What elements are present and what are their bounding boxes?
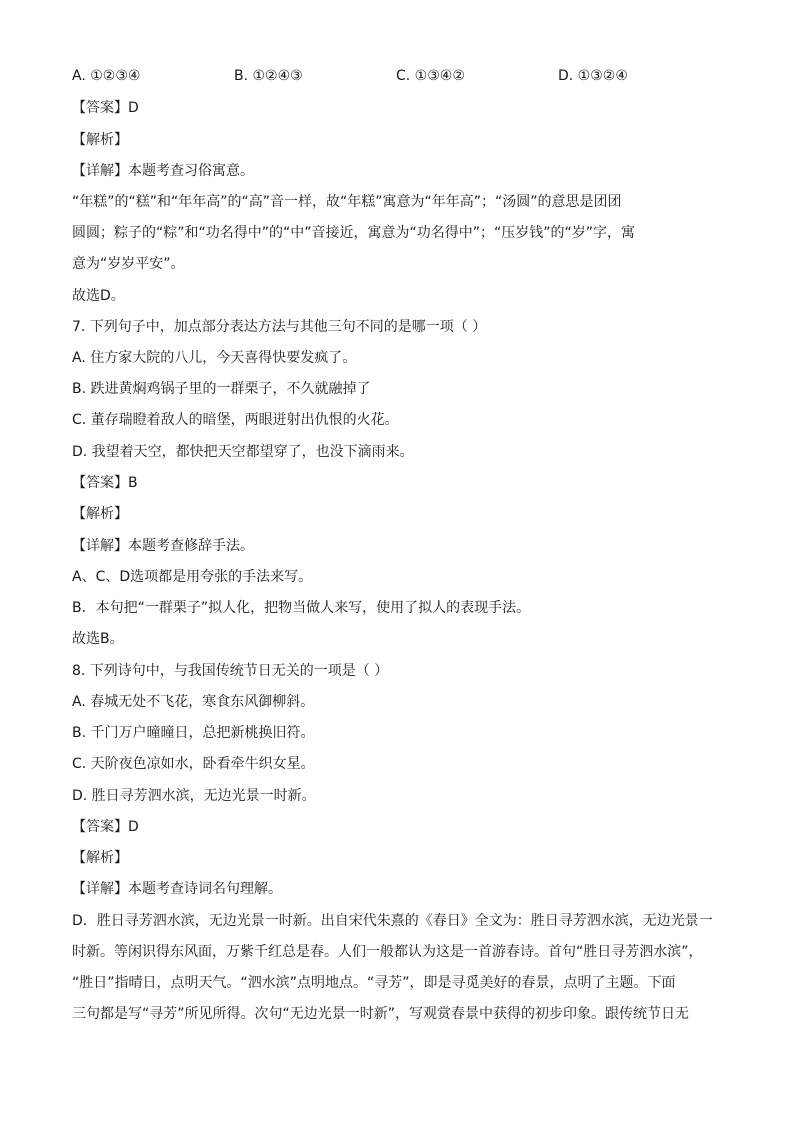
q7-option-b: B. 跌进黄焖鸡锅子里的一群栗子，不久就融掉了	[72, 381, 371, 397]
q7-answer: 【答案】B	[72, 475, 138, 491]
q8-option-b: B. 千门万户曈曈日，总把新桃换旧符。	[72, 725, 315, 741]
q7-option-d: D. 我望着天空，都快把天空都望穿了，也没下滴雨来。	[72, 444, 414, 460]
q7-conclusion: 故选B。	[72, 631, 124, 647]
q8-answer: 【答案】D	[72, 819, 139, 835]
q6-explanation-line: “年糕”的“糕”和“年年高”的“高”音一样，故“年糕”寓意为“年年高”；“汤圆”的意思是团团	[72, 194, 622, 210]
q8-option-a: A. 春城无处不飞花，寒食东风御柳斜。	[72, 694, 315, 710]
q6-explanation-line: 圆圆；粽子的“粽”和“功名得中”的“中”音接近，寓意为“功名得中”；“压岁钱”的“岁”字，寓	[72, 225, 636, 241]
q7-option-c: C. 董存瑞瞪着敌人的暗堡，两眼迸射出仇恨的火花。	[72, 412, 399, 428]
q8-stem: 8. 下列诗句中，与我国传统节日无关的一项是（ ）	[72, 663, 389, 679]
q6-option-c: C. ①③④②	[396, 68, 465, 84]
q7-stem: 7. 下列句子中，加点部分表达方法与其他三句不同的是哪一项（ ）	[72, 319, 487, 335]
q7-option-a: A. 住方家大院的八儿，今天喜得快要发疯了。	[72, 350, 357, 366]
q7-explanation-line: A、C、D选项都是用夸张的手法来写。	[72, 569, 313, 585]
q8-detail: 【详解】本题考查诗词名句理解。	[72, 881, 282, 897]
q8-explanation-line: D．胜日寻芳泗水滨，无边光景一时新。出自宋代朱熹的《春日》全文为：胜日寻芳泗水滨，无边光景一	[72, 913, 713, 929]
q6-explanation-line: 意为“岁岁平安”。	[72, 256, 185, 272]
q6-option-b: B. ①②④③	[234, 68, 303, 84]
q8-option-d: D. 胜日寻芳泗水滨，无边光景一时新。	[72, 788, 316, 804]
q6-conclusion: 故选D。	[72, 288, 125, 304]
q8-explanation-line: “胜日”指晴日，点明天气。“泗水滨”点明地点。“寻芳”，即是寻觅美好的春景，点明了主题。下面	[72, 975, 676, 991]
q8-explanation-line: 三句都是写“寻芳”所见所得。次句“无边光景一时新”，写观赏春景中获得的初步印象。跟传统节日无	[72, 1006, 690, 1022]
q6-option-d: D. ①③②④	[558, 68, 628, 84]
q6-detail: 【详解】本题考查习俗寓意。	[72, 163, 254, 179]
q6-analysis: 【解析】	[72, 132, 128, 148]
q8-analysis: 【解析】	[72, 850, 128, 866]
q7-detail: 【详解】本题考查修辞手法。	[72, 538, 254, 554]
q8-option-c: C. 天阶夜色凉如水，卧看牵牛织女星。	[72, 756, 315, 772]
q6-option-a: A. ①②③④	[72, 68, 141, 84]
q7-explanation-line: B．本句把“一群栗子”拟人化，把物当做人来写，使用了拟人的表现手法。	[72, 600, 531, 616]
q8-explanation-line: 时新。等闲识得东风面，万紫千红总是春。人们一般都认为这是一首游春诗。首句“胜日寻芳泗水滨”，	[72, 944, 703, 960]
q6-answer: 【答案】D	[72, 100, 139, 116]
q7-analysis: 【解析】	[72, 506, 128, 522]
